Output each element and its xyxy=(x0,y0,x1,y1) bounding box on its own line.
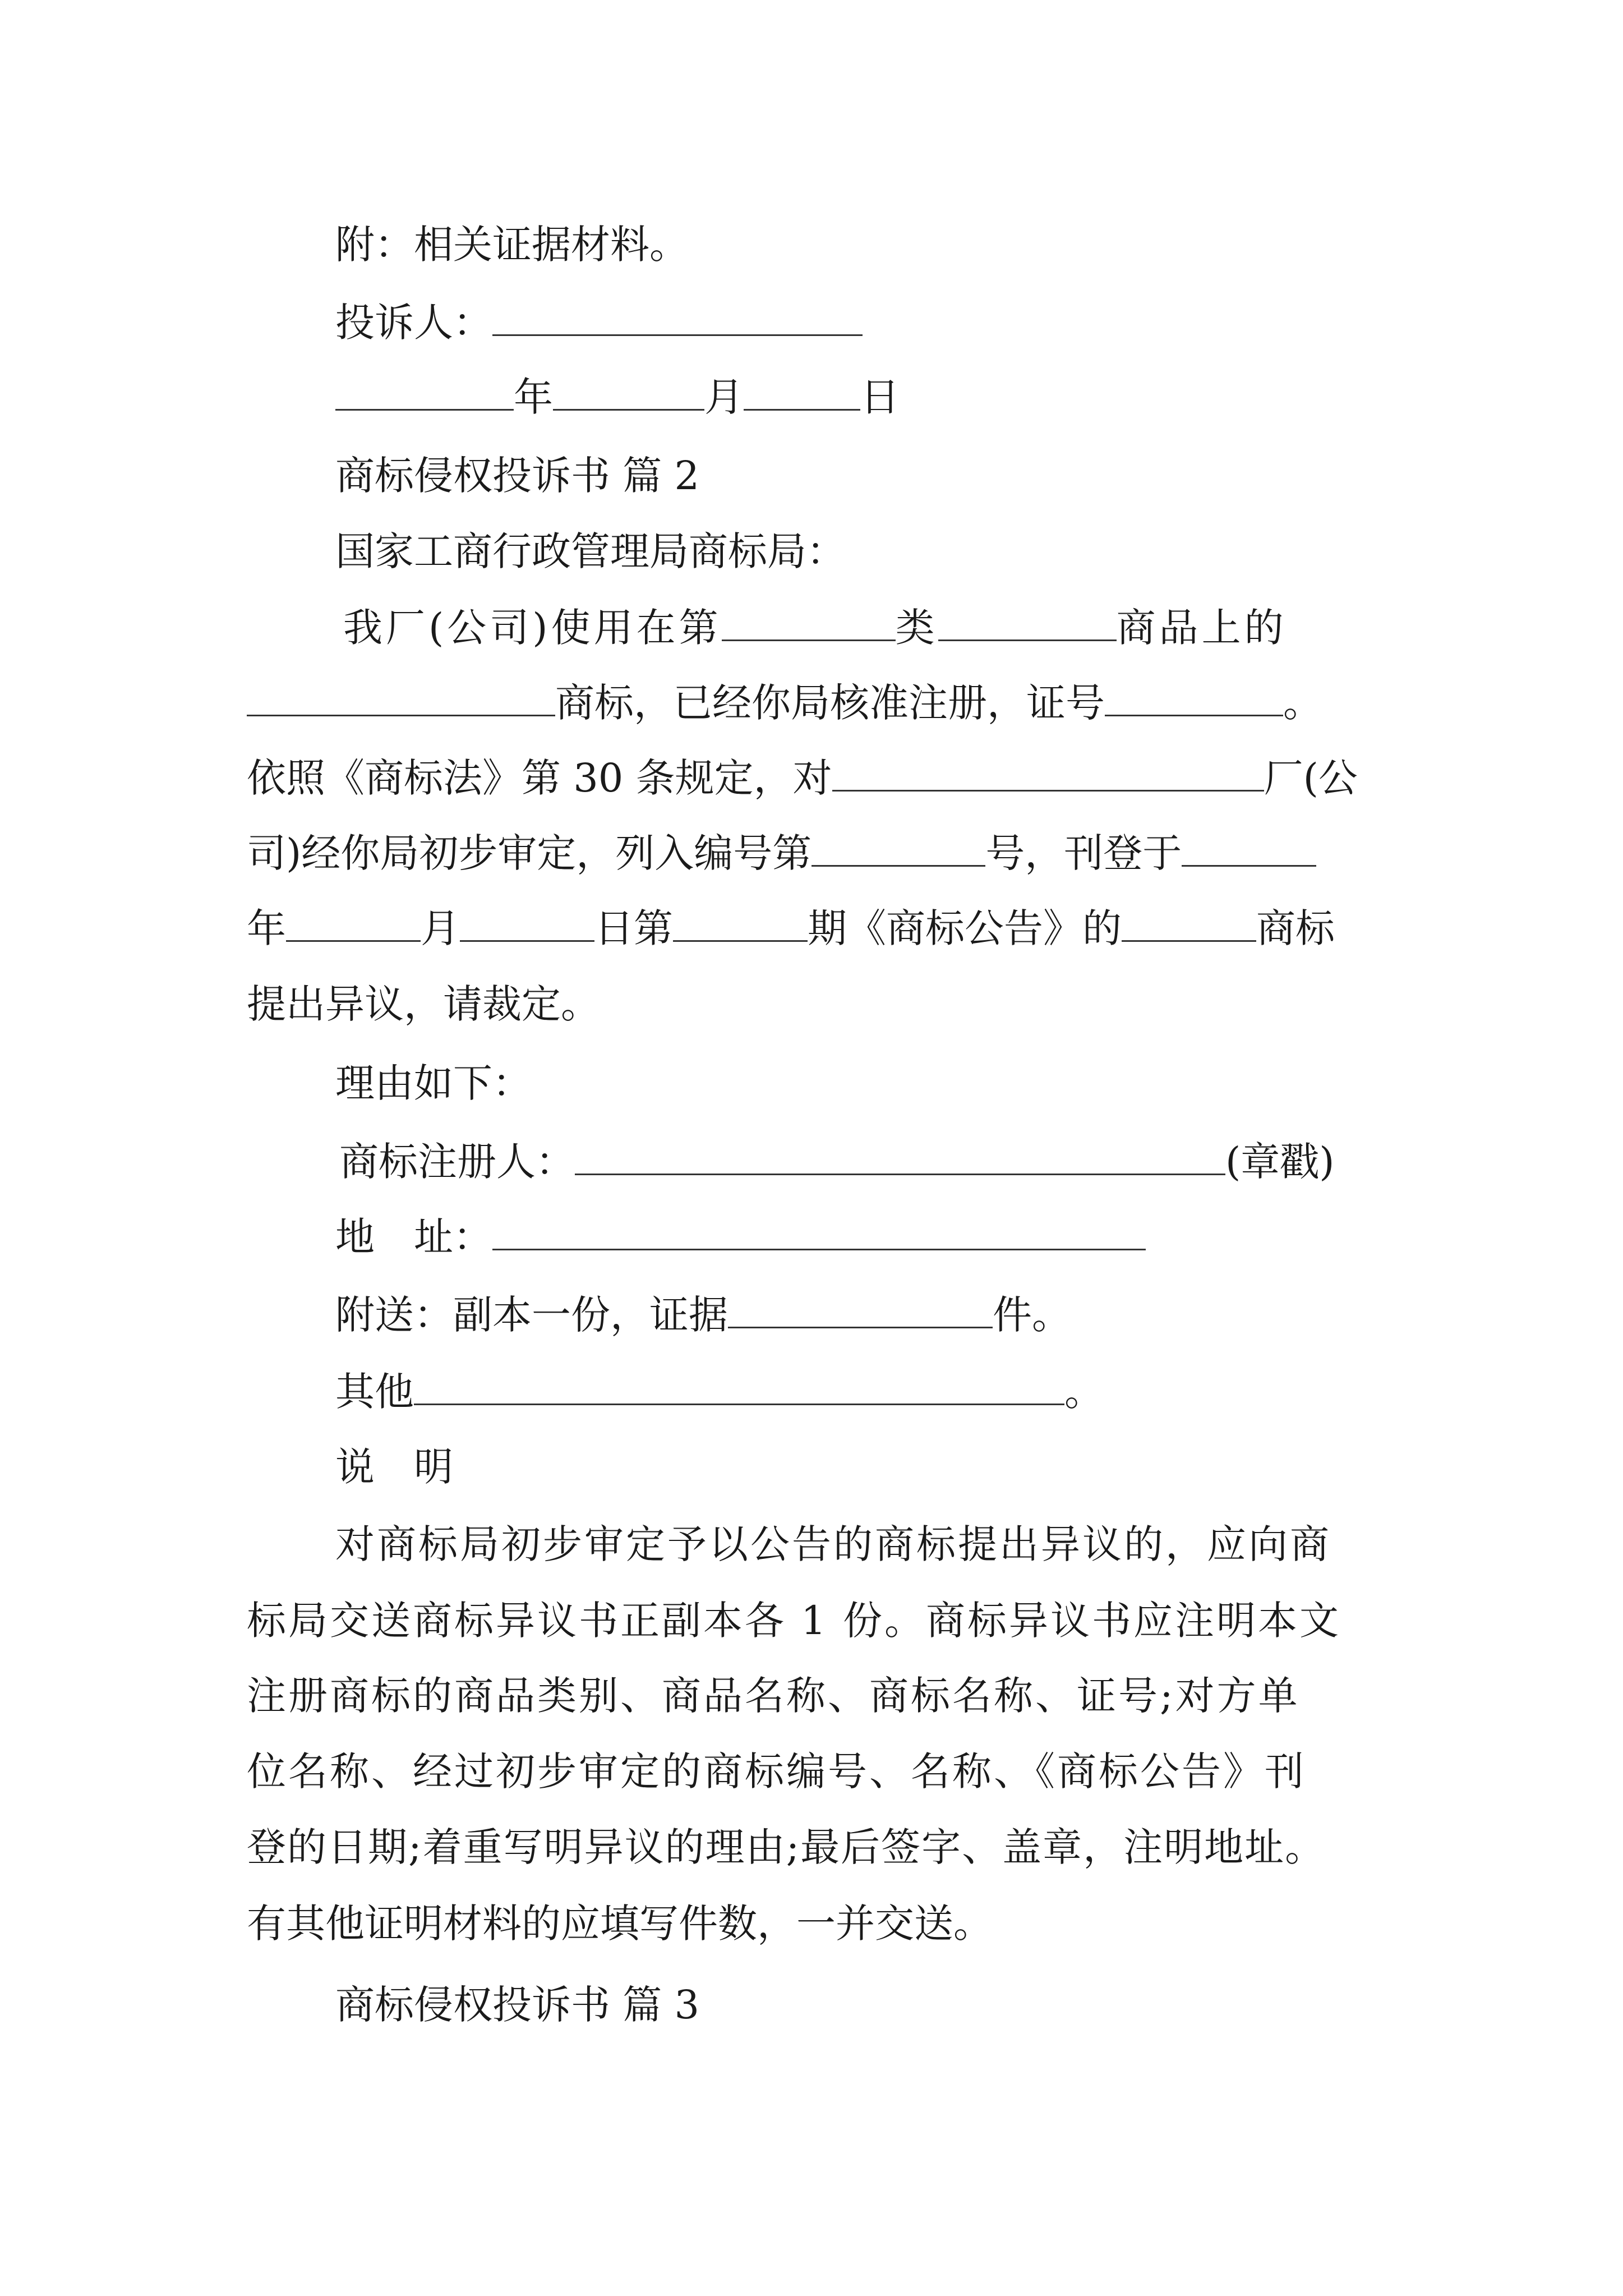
address-line xyxy=(335,1206,1146,1268)
heading-part3 xyxy=(335,1974,699,2036)
para1-line3 xyxy=(247,747,1358,809)
para1-text: 月 xyxy=(421,905,460,951)
company-blank xyxy=(832,749,1264,792)
number-blank xyxy=(811,825,985,867)
notes-text: 登的日期;着重写明异议的理由;最后签字、盖章，注明地址。 xyxy=(247,1824,1326,1870)
enclosure-suffix: 件。 xyxy=(993,1292,1071,1338)
month-blank xyxy=(553,369,704,411)
addressee-text: 国家工商行政管理局商标局： xyxy=(335,528,846,574)
trademark-blank xyxy=(247,674,555,716)
publish-blank xyxy=(1182,825,1316,867)
class-blank xyxy=(722,599,896,641)
para1-text: 日第 xyxy=(594,905,673,951)
para1-line5 xyxy=(247,898,1335,959)
pub-month-blank xyxy=(460,900,594,942)
cert-no-blank xyxy=(1105,674,1283,716)
attachment-text: 附：相关证据材料。 xyxy=(335,222,689,268)
enclosure-line xyxy=(335,1284,1071,1346)
notes-title xyxy=(335,1436,453,1498)
address-label: 地 址： xyxy=(335,1214,492,1260)
para1-text: 商标，已经你局核准注册，证号 xyxy=(555,680,1105,726)
notes-line xyxy=(247,1665,1300,1727)
other-line xyxy=(335,1361,1104,1423)
para1-text: 年 xyxy=(247,905,286,951)
para1-text: 。 xyxy=(1283,680,1322,726)
month-label: 月 xyxy=(704,374,744,420)
heading-part3-text: 商标侵权投诉书 篇 3 xyxy=(335,1982,700,2028)
notes-line xyxy=(247,1590,1341,1651)
addressee xyxy=(335,521,846,582)
para1-text: 依照《商标法》第 30 条规定，对 xyxy=(247,755,832,801)
para1-text: 我厂(公司)使用在第 xyxy=(343,605,722,651)
address-blank xyxy=(492,1208,1146,1250)
enclosure-label: 附送：副本一份，证据 xyxy=(335,1292,728,1338)
complainant-line xyxy=(335,292,863,353)
seal-label: (章戳) xyxy=(1225,1139,1335,1185)
para1-line2 xyxy=(247,672,1322,734)
heading-part2 xyxy=(335,445,699,507)
day-label: 日 xyxy=(860,374,900,420)
notes-text: 标局交送商标异议书正副本各 1 份。商标异议书应注明本文 xyxy=(247,1598,1341,1644)
goods-blank xyxy=(938,599,1117,641)
notes-text: 对商标局初步审定予以公告的商标提出异议的，应向商 xyxy=(335,1521,1331,1567)
other-suffix: 。 xyxy=(1064,1369,1104,1415)
notes-line xyxy=(335,1513,1331,1575)
date-line xyxy=(335,366,900,428)
heading-part2-text: 商标侵权投诉书 篇 2 xyxy=(335,453,700,499)
attachment-line xyxy=(335,214,689,275)
reason-label xyxy=(335,1052,532,1114)
notes-text: 有其他证明材料的应填写件数，一并交送。 xyxy=(247,1901,993,1947)
notes-line xyxy=(247,1816,1325,1878)
notes-text: 注册商标的商品类别、商品名称、商标名称、证号;对方单 xyxy=(247,1673,1300,1719)
year-blank xyxy=(335,369,514,411)
para1-line1 xyxy=(343,597,1287,659)
para1-text: 期《商标公告》的 xyxy=(808,905,1122,951)
notes-line xyxy=(247,1741,1306,1802)
notes-line xyxy=(247,1893,993,1954)
registrant-blank xyxy=(575,1133,1225,1175)
registrant-line xyxy=(339,1131,1335,1193)
notes-text: 位名称、经过初步审定的商标编号、名称、《商标公告》刊 xyxy=(247,1749,1306,1795)
issue-blank xyxy=(673,900,808,942)
other-blank xyxy=(414,1363,1064,1405)
year-label: 年 xyxy=(514,374,553,420)
para1-text: 提出异议，请裁定。 xyxy=(247,981,600,1027)
para1-line4 xyxy=(247,822,1316,884)
notes-title-text: 说 明 xyxy=(335,1444,453,1490)
registrant-label: 商标注册人： xyxy=(339,1139,575,1185)
mark-blank xyxy=(1122,900,1256,942)
day-blank xyxy=(744,369,860,411)
para1-line6 xyxy=(247,973,600,1035)
para1-text: 司)经你局初步审定，列入编号第 xyxy=(247,830,812,876)
para1-text: 厂(公 xyxy=(1264,755,1358,801)
para1-text: 商品上的 xyxy=(1116,605,1287,651)
para1-text: 商标 xyxy=(1256,905,1335,951)
reason-label-text: 理由如下： xyxy=(335,1060,532,1106)
complainant-label: 投诉人： xyxy=(335,300,492,346)
evidence-count-blank xyxy=(728,1286,993,1328)
para1-text: 类 xyxy=(895,605,938,651)
other-label: 其他 xyxy=(335,1369,414,1415)
complainant-blank xyxy=(492,294,863,336)
pub-year-blank xyxy=(286,900,421,942)
para1-text: 号，刊登于 xyxy=(985,830,1182,876)
